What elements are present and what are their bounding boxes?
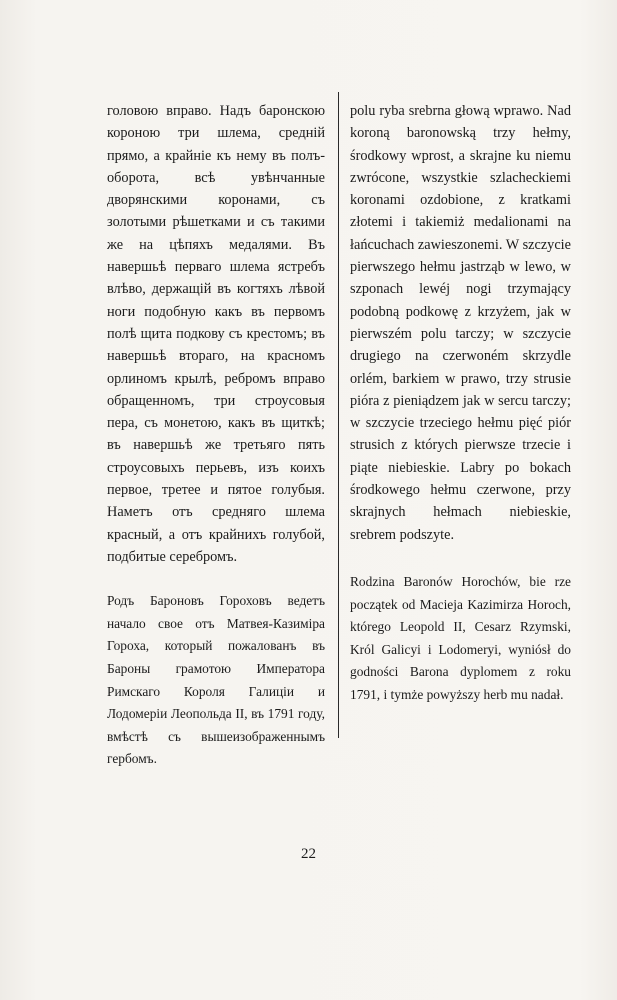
column-divider bbox=[338, 92, 339, 738]
russian-coat-of-arms-description: головою вправо. Надъ баронскою короною три шлема, средній прямо, а крайніе къ нему въ полъ-оборота, всѣ увѣнчанные дворянскими коронами, съ золотыми рѣшетками и съ такими же на цѣпяхъ медалями. Въ навершьѣ перваго шлема ястребъ влѣво, держащій въ когтяхъ лѣвой ноги подобную какъ въ первомъ полѣ щита подкову съ крестомъ; въ навершьѣ втораго, на красномъ орлиномъ крылѣ, ребромъ вправо обращенномъ, три строусовыя пера, съ монетою, какъ въ щиткѣ; въ навершьѣ же третьяго пять строусовыхъ перьевъ, изъ коихъ первое, третее и пятое голубыя. Наметъ отъ средняго шлема красный, а отъ крайнихъ голубой, подбитые серебромъ. bbox=[107, 103, 325, 565]
page-number: 22 bbox=[301, 846, 316, 862]
polish-coat-of-arms-description: polu ryba srebrna głową wprawo. Nad koroną baronowską trzy hełmy, środkowy wprost, a skrajne ku niemu zwrócone, wszystkie szlacheckiemi koronami ozdobione, z kratkami złotemi i takiemiż medalionami na łańcuchach zawieszonemi. W szczycie pierwszego hełmu jastrząb w lewo, w szponach lewéj nogi trzymający podobną podkowę z krzyżem, jak w pierwszém polu tarczy; w szczycie drugiego na czerwoném skrzydle orlém, barkiem w prawo, trzy strusie pióra z pieniądzem jak w sercu tarczy; w szczycie trzeciego hełmu pięć piór strusich z których pierwsze trzecie i piąte niebieskie. Labry po bokach środkowego hełmu czerwone, przy skrajnych hełmach niebieskie, srebrem podszyte. bbox=[350, 103, 571, 543]
russian-family-note: Родъ Бароновъ Гороховъ ведетъ начало свое отъ Матвея-Казиміра Гороха, который пожалованъ въ Бароны грамотою Императора Римскаго Короля Галиціи и Лодомеріи Леопольда II, въ 1791 году, вмѣстѣ съ вышеизображеннымъ гербомъ. bbox=[107, 593, 325, 767]
russian-column bbox=[107, 100, 325, 771]
polish-column bbox=[350, 100, 571, 707]
polish-family-note: Rodzina Baronów Horochów, bie rze początek od Macieja Kazimirza Horoch, którego Leopold II, Cesarz Rzymski, Król Galicyi i Lodomeryi, wyniósł do godności Barona dyplomem z roku 1791, i tymże powyższy herb mu nadał. bbox=[350, 573, 571, 702]
